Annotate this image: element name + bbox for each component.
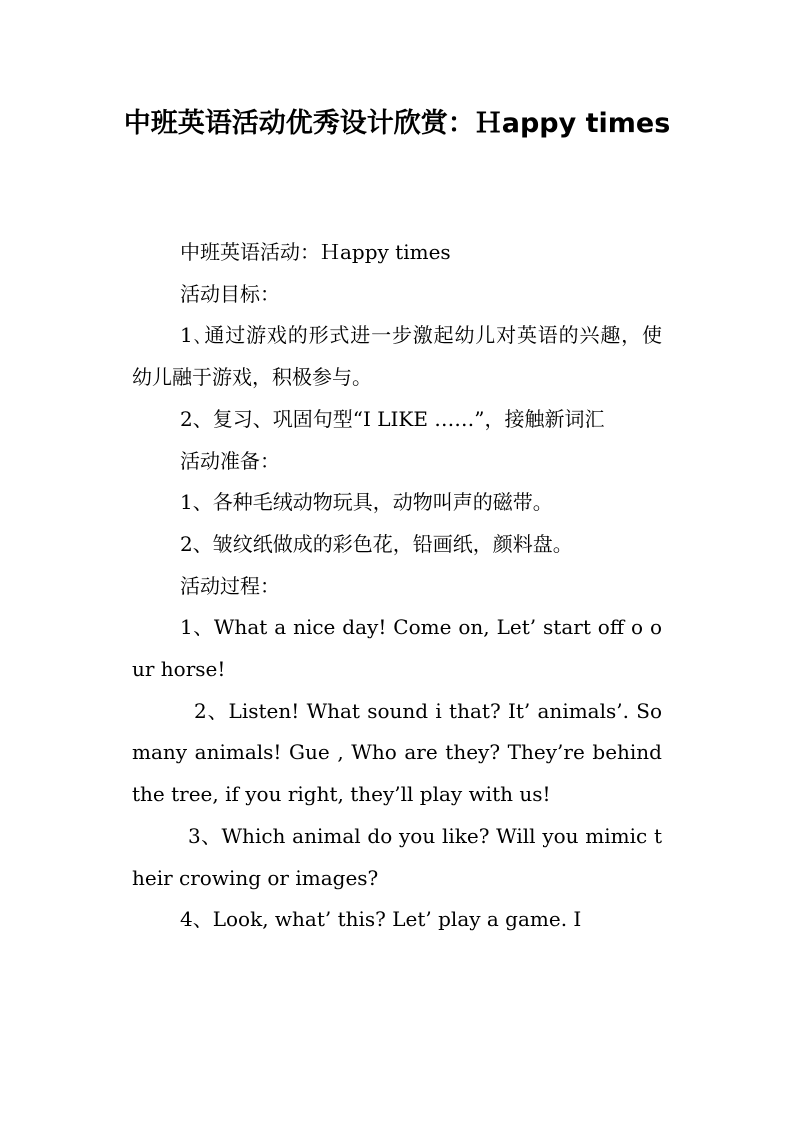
paragraph-activity-name: 中班英语活动：Ｈappy times (180, 240, 451, 264)
paragraph-preparation-1: 1、各种毛绒动物玩具，动物叫声的磁带。 (180, 490, 553, 515)
paragraph-process-heading: 活动过程： (180, 573, 280, 598)
paragraph-process-4: 4、Look, what’ this? Let’ play a game. I (180, 907, 582, 932)
paragraph-preparation-2: 2、皱纹纸做成的彩色花，铅画纸，颜料盘。 (180, 531, 573, 556)
document-body (132, 232, 662, 941)
paragraph-goal-2: 2、复习、巩固句型“I LIKE ……”，接触新词汇 (180, 406, 605, 431)
paragraph-goals-heading: 活动目标： (180, 281, 280, 306)
paragraph-preparation-heading: 活动准备： (180, 448, 280, 473)
paragraph-goal-1: 1､通过游戏的形式进一步激起幼儿对英语的兴趣，使幼儿融于游戏，积极参与。 (132, 323, 662, 390)
document-title: 中班英语活动优秀设计欣赏：Ｈappy times (123, 108, 671, 139)
paragraph-process-1: 1、What a nice day! Come on, Let’ start off o our horse! (132, 615, 662, 682)
paragraph-process-2: 2、Listen! What sound i that? It’ animals’. So many animals! Gue , Who are they? They’re behind the tree, if you right, they’ll play with us! (132, 698, 662, 807)
paragraph-process-3: 3、Which animal do you like? Will you mimic their crowing or images? (132, 823, 662, 890)
